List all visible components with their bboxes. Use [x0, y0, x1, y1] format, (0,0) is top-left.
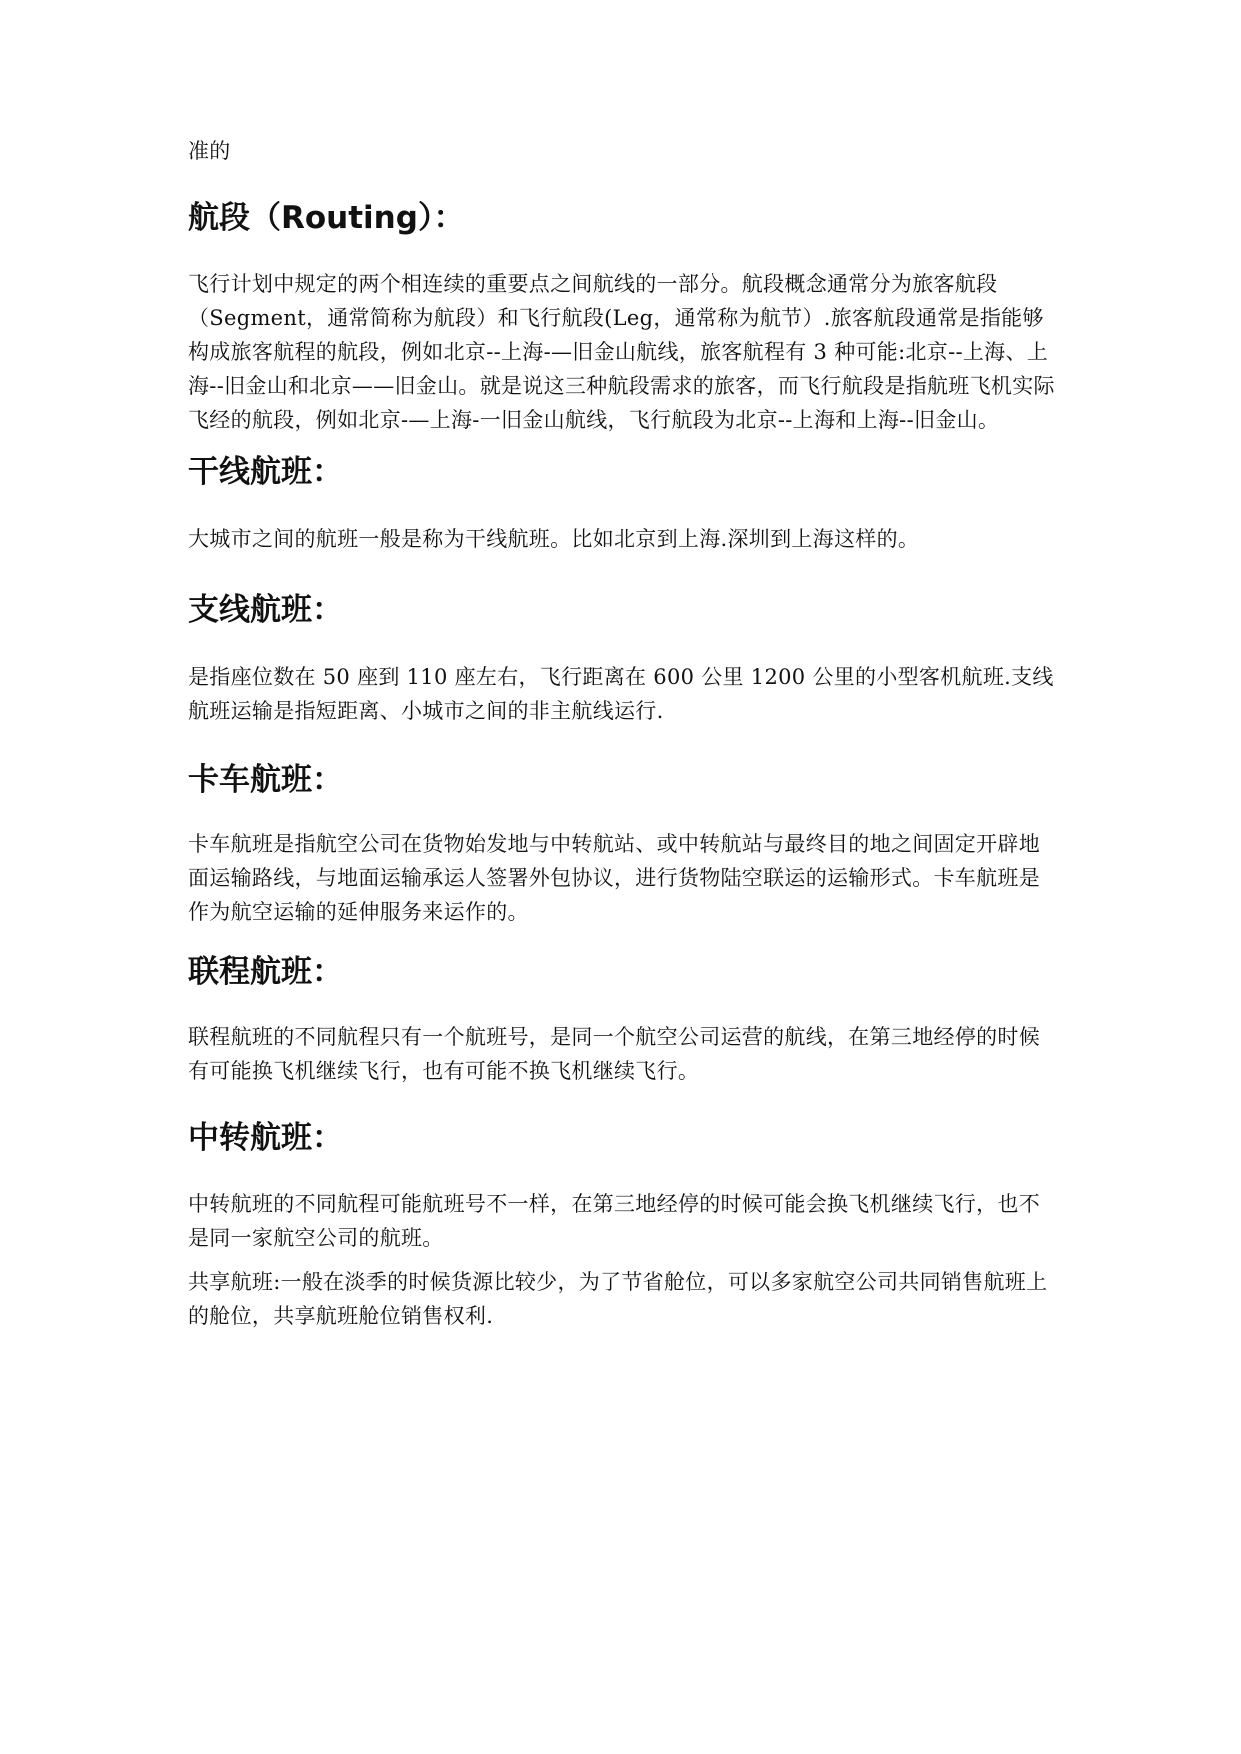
section-truck-body [188, 827, 1058, 929]
section-trunk-body [188, 522, 1058, 556]
section-transfer-body [188, 1187, 1058, 1255]
section-heading-truck-flight: 卡车航班： [188, 762, 343, 798]
paragraph-routing: 飞行计划中规定的两个相连续的重要点之间航线的一部分。航段概念通常分为旅客航段（Segment，通常简称为航段）和飞行航段(Leg，通常称为航节）.旅客航段通常是指能够构成旅客航程的航段，例如北京--上海-—旧金山航线，旅客航程有 3 种可能:北京--上海、上海--旧金山和北京——旧金山。就是说这三种航段需求的旅客，而飞行航段是指航班飞机实际飞经的航段，例如北京-—上海-一旧金山航线，飞行航段为北京--上海和上海--旧金山。 [188, 272, 1055, 432]
paragraph-trunk-flight: 大城市之间的航班一般是称为干线航班。比如北京到上海.深圳到上海这样的。 [188, 527, 920, 551]
section-routing-body [188, 267, 1058, 437]
paragraph-codeshare-flight: 共享航班:一般在淡季的时候货源比较少，为了节省舱位，可以多家航空公司共同销售航班上的舱位，共享航班舱位销售权利. [188, 1270, 1048, 1328]
section-routing-heading-block [188, 198, 1058, 238]
paragraph-transfer-flight: 中转航班的不同航程可能航班号不一样，在第三地经停的时候可能会换飞机继续飞行，也不是同一家航空公司的航班。 [188, 1192, 1040, 1250]
paragraph-truck-flight: 卡车航班是指航空公司在货物始发地与中转航站、或中转航站与最终目的地之间固定开辟地面运输路线，与地面运输承运人签署外包协议，进行货物陆空联运的运输形式。卡车航班是作为航空运输的延伸服务来运作的。 [188, 832, 1040, 924]
section-feeder-body [188, 660, 1058, 728]
section-heading-feeder-flight: 支线航班： [188, 592, 343, 628]
section-trunk-heading-block [188, 452, 1058, 492]
section-heading-connecting-flight: 联程航班： [188, 954, 343, 990]
section-heading-routing: 航段（Routing）： [188, 200, 465, 236]
paragraph-feeder-flight: 是指座位数在 50 座到 110 座左右，飞行距离在 600 公里 1200 公里的小型客机航班.支线航班运输是指短距离、小城市之间的非主航线运行. [188, 665, 1054, 723]
section-truck-heading-block [188, 760, 1058, 800]
section-heading-trunk-flight: 干线航班： [188, 454, 343, 490]
paragraph-connecting-flight: 联程航班的不同航程只有一个航班号，是同一个航空公司运营的航线，在第三地经停的时候有可能换飞机继续飞行，也有可能不换飞机继续飞行。 [188, 1025, 1040, 1083]
section-connecting-heading-block [188, 952, 1058, 992]
section-codeshare-body [188, 1265, 1058, 1333]
section-feeder-heading-block [188, 590, 1058, 630]
section-heading-transfer-flight: 中转航班： [188, 1120, 343, 1156]
fragment-text-block [188, 134, 1058, 168]
section-connecting-body [188, 1020, 1058, 1088]
fragment-text: 准的 [188, 139, 231, 163]
section-transfer-heading-block [188, 1118, 1058, 1158]
